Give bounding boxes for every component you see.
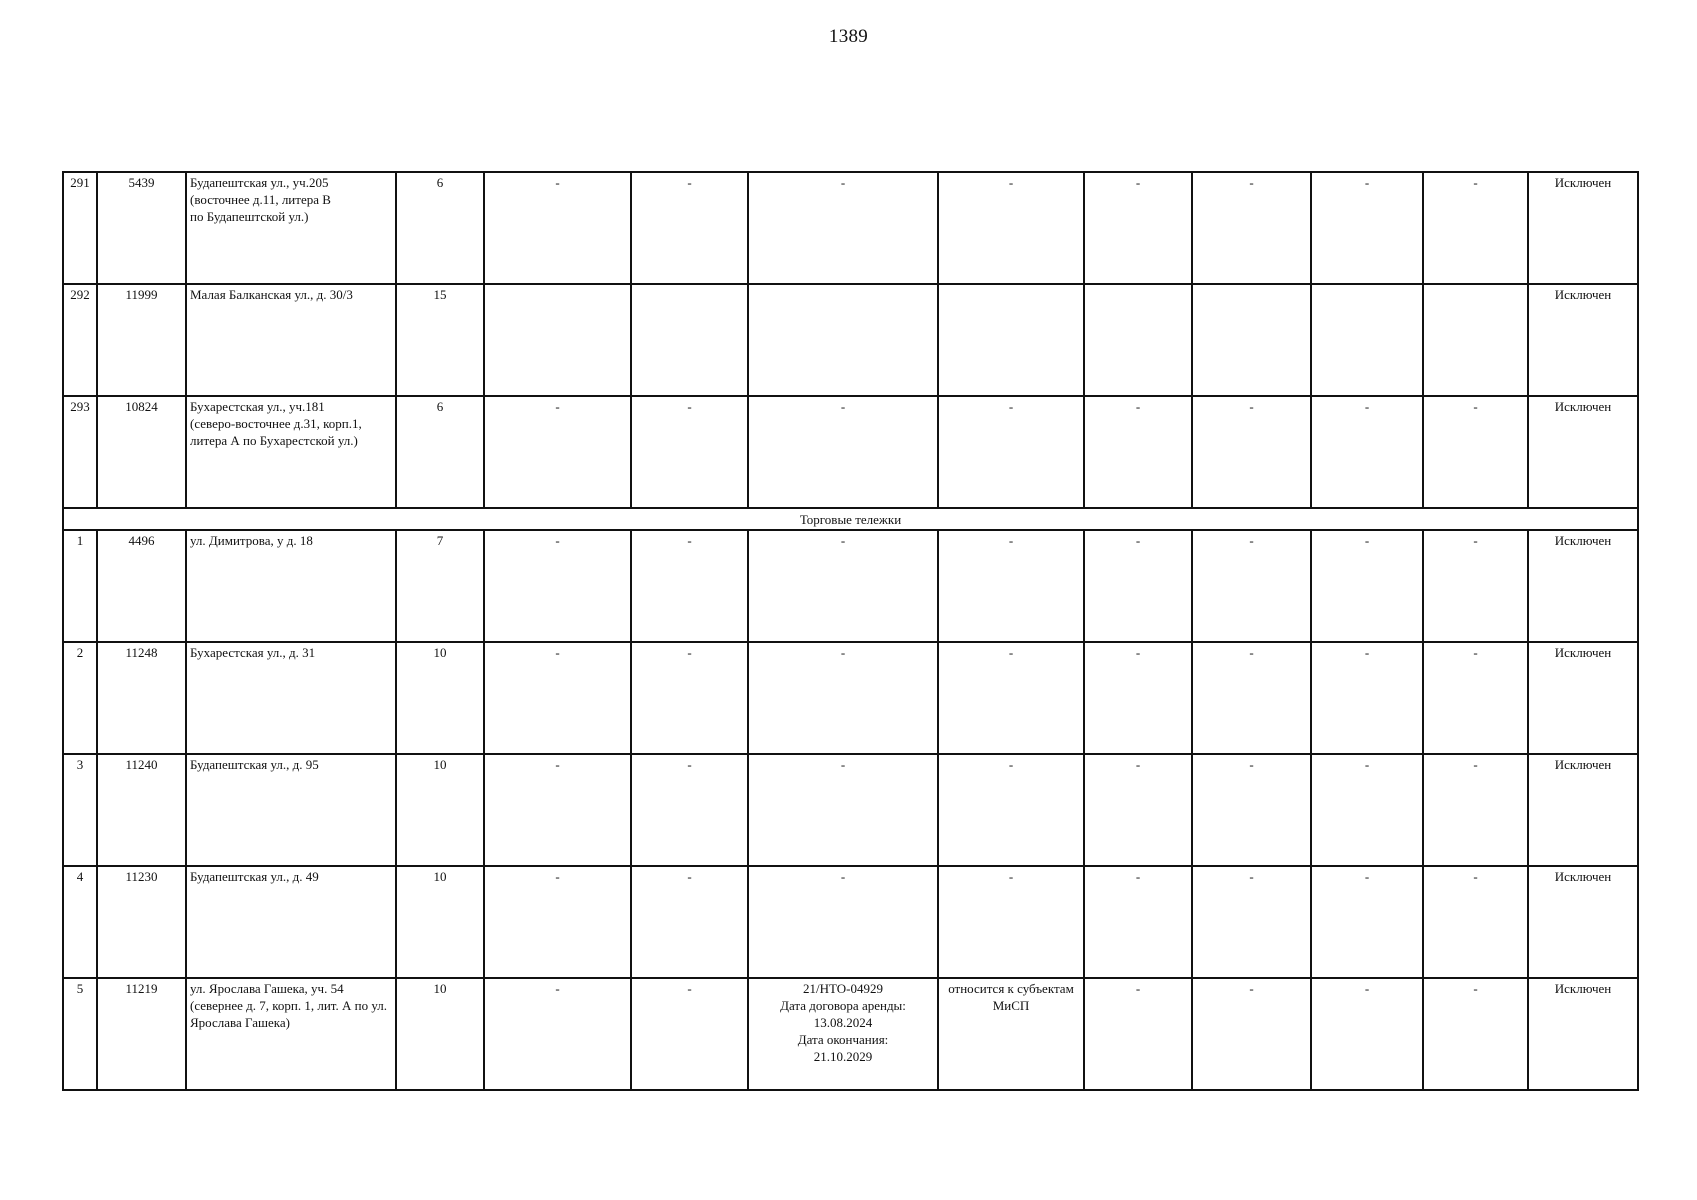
- cell-address: Будапештская ул., д. 95: [186, 754, 396, 866]
- table-row: [63, 642, 1638, 754]
- cell-col5: -: [484, 754, 631, 866]
- cell-address: ул. Ярослава Гашека, уч. 54 (севернее д. 7, корп. 1, лит. А по ул. Ярослава Гашека): [186, 978, 396, 1090]
- cell-status: Исключен: [1528, 530, 1638, 642]
- cell-area: 15: [396, 284, 484, 396]
- section-header-row: [63, 508, 1638, 530]
- cell-col5: -: [484, 530, 631, 642]
- cell-contract: 21/НТО-04929 Дата договора аренды: 13.08.2024 Дата окончания: 21.10.2029: [748, 978, 938, 1090]
- table-row: [63, 866, 1638, 978]
- cell-msp: -: [938, 172, 1084, 284]
- cell-col10: -: [1192, 754, 1311, 866]
- cell-col10: [1192, 284, 1311, 396]
- table-row: [63, 396, 1638, 508]
- cell-col11: -: [1311, 642, 1423, 754]
- cell-col6: -: [631, 642, 748, 754]
- cell-contract: -: [748, 754, 938, 866]
- cell-col10: -: [1192, 530, 1311, 642]
- cell-id: 4496: [97, 530, 186, 642]
- cell-col11: -: [1311, 754, 1423, 866]
- cell-col12: -: [1423, 530, 1528, 642]
- cell-col10: -: [1192, 172, 1311, 284]
- cell-id: 11230: [97, 866, 186, 978]
- cell-col12: -: [1423, 866, 1528, 978]
- cell-status: Исключен: [1528, 642, 1638, 754]
- cell-contract: -: [748, 396, 938, 508]
- cell-col11: -: [1311, 866, 1423, 978]
- cell-status: Исключен: [1528, 866, 1638, 978]
- cell-num: 4: [63, 866, 97, 978]
- register-table: [62, 171, 1639, 1091]
- cell-col10: -: [1192, 866, 1311, 978]
- cell-contract: -: [748, 642, 938, 754]
- cell-msp: -: [938, 642, 1084, 754]
- cell-num: 3: [63, 754, 97, 866]
- cell-area: 10: [396, 866, 484, 978]
- cell-status: Исключен: [1528, 396, 1638, 508]
- cell-id: 10824: [97, 396, 186, 508]
- cell-col12: -: [1423, 978, 1528, 1090]
- cell-col9: -: [1084, 978, 1192, 1090]
- cell-address: Будапештская ул., д. 49: [186, 866, 396, 978]
- cell-col6: -: [631, 396, 748, 508]
- cell-col11: -: [1311, 978, 1423, 1090]
- cell-address: ул. Димитрова, у д. 18: [186, 530, 396, 642]
- cell-col12: -: [1423, 172, 1528, 284]
- cell-col5: -: [484, 396, 631, 508]
- cell-col6: -: [631, 978, 748, 1090]
- cell-col5: -: [484, 978, 631, 1090]
- cell-contract: -: [748, 172, 938, 284]
- cell-num: 291: [63, 172, 97, 284]
- cell-address: Малая Балканская ул., д. 30/3: [186, 284, 396, 396]
- cell-col12: -: [1423, 754, 1528, 866]
- cell-address: Бухарестская ул., уч.181 (северо-восточнее д.31, корп.1, литера А по Бухарестской ул.): [186, 396, 396, 508]
- cell-col5: -: [484, 642, 631, 754]
- cell-col9: -: [1084, 172, 1192, 284]
- cell-msp: -: [938, 866, 1084, 978]
- cell-status: Исключен: [1528, 978, 1638, 1090]
- cell-col11: -: [1311, 530, 1423, 642]
- cell-col9: -: [1084, 866, 1192, 978]
- cell-col9: [1084, 284, 1192, 396]
- cell-col9: -: [1084, 642, 1192, 754]
- cell-area: 10: [396, 754, 484, 866]
- cell-status: Исключен: [1528, 754, 1638, 866]
- cell-col6: -: [631, 172, 748, 284]
- cell-col12: -: [1423, 642, 1528, 754]
- cell-area: 10: [396, 978, 484, 1090]
- page-number: 1389: [828, 26, 869, 47]
- cell-col6: -: [631, 866, 748, 978]
- cell-area: 10: [396, 642, 484, 754]
- table-row: [63, 172, 1638, 284]
- cell-col10: -: [1192, 396, 1311, 508]
- cell-area: 6: [396, 172, 484, 284]
- cell-contract: [748, 284, 938, 396]
- cell-col9: -: [1084, 530, 1192, 642]
- cell-num: 293: [63, 396, 97, 508]
- cell-col12: -: [1423, 396, 1528, 508]
- cell-num: 2: [63, 642, 97, 754]
- cell-num: 292: [63, 284, 97, 396]
- cell-col10: -: [1192, 642, 1311, 754]
- table-row: [63, 530, 1638, 642]
- cell-id: 11240: [97, 754, 186, 866]
- cell-col5: [484, 284, 631, 396]
- cell-col10: -: [1192, 978, 1311, 1090]
- cell-msp: -: [938, 396, 1084, 508]
- table-row: [63, 284, 1638, 396]
- cell-msp: относится к субъектам МиСП: [938, 978, 1084, 1090]
- cell-msp: [938, 284, 1084, 396]
- table-row: [63, 978, 1638, 1090]
- table-row: [63, 754, 1638, 866]
- cell-col6: -: [631, 754, 748, 866]
- cell-address: Будапештская ул., уч.205 (восточнее д.11, литера В по Будапештской ул.): [186, 172, 396, 284]
- cell-area: 6: [396, 396, 484, 508]
- cell-num: 5: [63, 978, 97, 1090]
- cell-num: 1: [63, 530, 97, 642]
- cell-contract: -: [748, 530, 938, 642]
- cell-id: 11248: [97, 642, 186, 754]
- cell-area: 7: [396, 530, 484, 642]
- cell-id: 11999: [97, 284, 186, 396]
- cell-col6: [631, 284, 748, 396]
- cell-col11: [1311, 284, 1423, 396]
- cell-col12: [1423, 284, 1528, 396]
- cell-address: Бухарестская ул., д. 31: [186, 642, 396, 754]
- cell-col11: -: [1311, 396, 1423, 508]
- cell-contract: -: [748, 866, 938, 978]
- cell-msp: -: [938, 530, 1084, 642]
- cell-msp: -: [938, 754, 1084, 866]
- cell-col5: -: [484, 172, 631, 284]
- cell-col5: -: [484, 866, 631, 978]
- section-title: Торговые тележки: [63, 508, 1638, 530]
- cell-status: Исключен: [1528, 172, 1638, 284]
- cell-status: Исключен: [1528, 284, 1638, 396]
- cell-col9: -: [1084, 396, 1192, 508]
- cell-col11: -: [1311, 172, 1423, 284]
- cell-id: 11219: [97, 978, 186, 1090]
- cell-id: 5439: [97, 172, 186, 284]
- cell-col9: -: [1084, 754, 1192, 866]
- cell-col6: -: [631, 530, 748, 642]
